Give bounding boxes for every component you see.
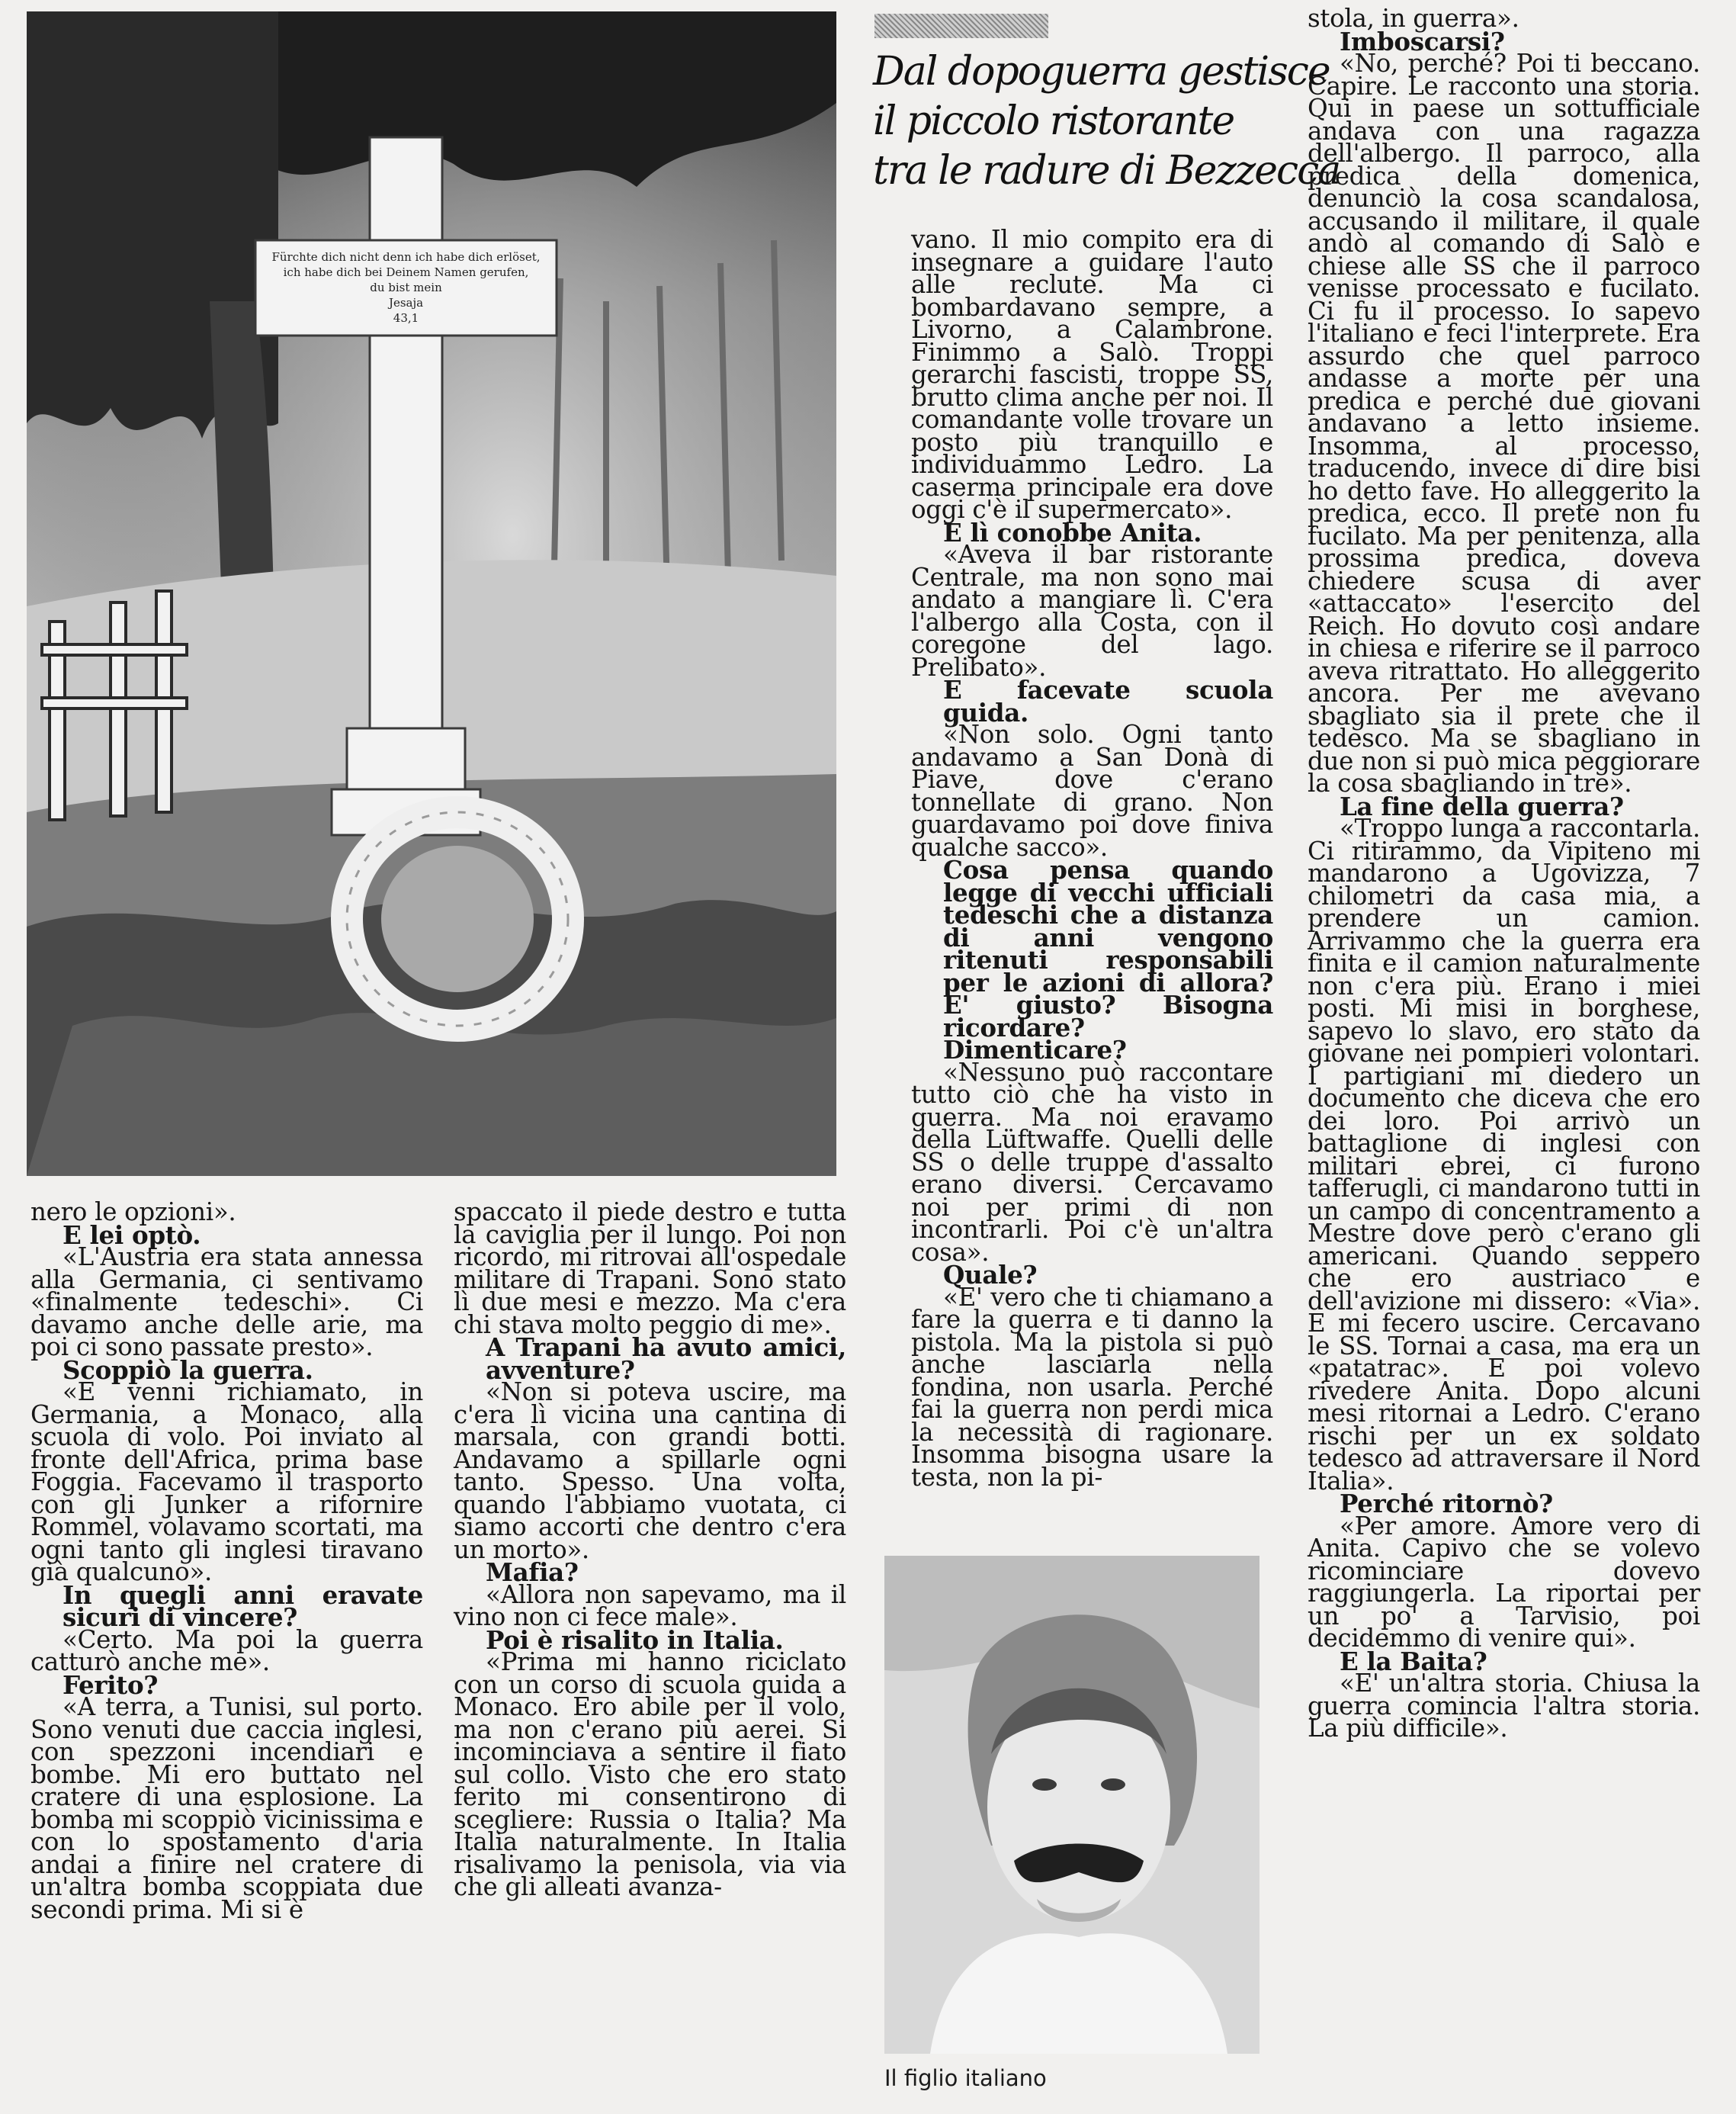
interview-answer: «No, perché? Poi ti beccano. Capire. Le racconto una storia. Qui in paese un sottufficiale andava con una ragazza dell'albergo. Il parroco, alla predica della domenica, denunciò la cosa scandalosa, accusando il militare, il quale andò al comando di Salò e chiese alle SS che il parroco venisse processato e fucilato. Ci fu il processo. Io sapevo l'italiano e feci l'interprete. Era assurdo che quel parroco andasse a morte per una predica e perché due giovani andavano a letto insieme. Insomma, al processo, traducendo, invece di dire bisi ho detto fave. Ho alleggerito la predica, ecco. Il prete non fu fucilato. Ma per penitenza, alla prossima predica, doveva chiedere scusa di aver «attaccato» l'esercito del Reich. Ho dovuto così andare in chiesa e riferire se il parroco aveva ritrattato. Ho alleggerito ancora. Per me avevano sbagliato sia il prete che il tedesco. Ma se sbagliano in due non si può mica peggiorare la cosa sbagliando in tre».: [1308, 49, 1700, 798]
interview-question: In quegli anni eravate sicuri di vincere?: [63, 1579, 423, 1632]
interview-answer: «Certo. Ma poi la guerra catturò anche me».: [30, 1624, 423, 1676]
interview-question: E lì conobbe Anita.: [943, 517, 1202, 548]
interview-question: Scoppiò la guerra.: [63, 1354, 313, 1385]
interview-question: Quale?: [943, 1260, 1038, 1290]
column-1: [30, 1197, 423, 1924]
inscription-line: Jesaja: [388, 296, 424, 310]
interview-answer: «A terra, a Tunisi, sul porto. Sono venuti due caccia inglesi, con spezzoni incendiari e bombe. Mi ero buttato nel cratere di una esplosione. La bomba mi scoppiò vicinissima e con lo spostamento d'aria andai a finire nel cratere di un'altra bomba scoppiata due secondi prima. Mi si è: [30, 1692, 423, 1924]
column-4: [1308, 4, 1700, 1743]
interview-answer: «Troppo lunga a raccontarla. Ci ritirammo, da Vipiteno mi mandarono a Ugovizza, 7 chilometri da casa mia, a prendere un camion. Arrivammo che la guerra era finita e il camion naturalmente non c'era più. Erano i miei posti. Mi misi in borghese, sapevo lo slavo, ero stato da giovane nei pompieri volontari. I partigiani mi diedero un documento che diceva che ero dei loro. Poi arrivò un battaglione di inglesi con militari ebrei, ci furono tafferugli, ci mandarono tutti in un campo di concentramento a Mestre dove però c'erano gli americani. Quando seppero che ero austriaco e dell'avizione mi dissero: «Via». E mi fecero uscire. Cercavano le SS. Tornai a casa, ma era un «patatrac». E poi volevo rivedere Anita. Dopo alcuni mesi ritornai a Ledro. C'erano rischi per un ex soldato tedesco ad attraversare il Nord Italia».: [1308, 814, 1700, 1496]
column-3: [911, 225, 1273, 1492]
interview-answer: stola, in guerra».: [1308, 4, 1519, 33]
interview-answer: «E' vero che ti chiamano a fare la guerra e ti danno la pistola. Ma la pistola si può anche lasciarla nella fondina, non usarla. Perché fai la guerra non perdi mica la necessità di ragionare. Insomma bisogna usare la testa, non la pi-: [911, 1282, 1273, 1492]
interview-answer: «E' un'altra storia. Chiusa la guerra comincia l'altra storia. La più difficile».: [1308, 1669, 1700, 1743]
interview-question: Cosa pensa quando legge di vecchi ufficiali tedeschi che a distanza di anni vengono ritenuti responsabili per le azioni di allora? E' giusto? Bisogna ricordare? Dimenticare?: [943, 855, 1273, 1065]
portrait-photo: [884, 1556, 1259, 2054]
inscription-line: du bist mein: [370, 281, 442, 294]
interview-question: E facevate scuola guida.: [943, 675, 1273, 728]
headline-pattern-bar: [874, 14, 1048, 38]
interview-question: La fine della guerra?: [1340, 791, 1624, 821]
interview-answer: spaccato il piede destro e tutta la caviglia per il lungo. Poi non ricordo, mi ritrovai all'ospedale militare di Trapani. Sono stato lì due mesi e mezzo. Ma c'era chi stava molto peggio di me».: [454, 1197, 846, 1339]
inscription-line: ich habe dich bei Deinem Namen gerufen,: [283, 265, 529, 279]
headline: [873, 47, 1340, 196]
inscription-line: 43,1: [393, 311, 419, 325]
interview-question: Ferito?: [63, 1669, 159, 1700]
interview-answer: «Allora non sapevamo, ma il vino non ci fece male».: [454, 1579, 846, 1631]
interview-question: Imboscarsi?: [1340, 26, 1505, 56]
interview-answer: nero le opzioni».: [30, 1197, 236, 1226]
cross-inscription: [259, 249, 553, 326]
inscription-line: Fürchte dich nicht denn ich habe dich erlöset,: [271, 250, 541, 264]
cross-memorial-photo: [27, 11, 836, 1176]
headline-line: il piccolo ristorante: [873, 98, 1234, 144]
interview-question: E lei optò.: [63, 1219, 201, 1250]
interview-answer: «Non si poteva uscire, ma c'era lì vicina una cantina di marsala, con grandi botti. Andavamo a spillarle ogni tanto. Spesso. Una volta, quando l'abbiamo vuotata, ci siamo accorti che dentro c'era un morto».: [454, 1377, 846, 1564]
interview-question: E la Baita?: [1340, 1646, 1487, 1676]
interview-question: Mafia?: [486, 1557, 579, 1587]
interview-question: Perché ritornò?: [1340, 1489, 1553, 1518]
interview-answer: «Prima mi hanno riciclato con un corso di scuola guida a Monaco. Ero abile per il volo, ma non c'erano più aerei. Si incominciava a sentire il fiato sul collo. Visto che ero stato ferito mi consentirono di scegliere: Russia o Italia? Ma Italia naturalmente. In Italia risalivamo la penisola, via via che gli alleati avanza-: [454, 1647, 846, 1901]
interview-answer: vano. Il mio compito era di insegnare a guidare l'auto alle reclute. Ma ci bombardavano sempre, a Livorno, a Calambrone. Finimmo a Salò. Troppi gerarchi fascisti, troppe SS, brutto clima anche per noi. Il comandante volle trovare un posto più tranquillo e individuammo Ledro. La caserma principale era dove oggi c'è il supermercato».: [911, 225, 1273, 524]
interview-answer: «L'Austria era stata annessa alla Germania, ci sentivamo «finalmente tedeschi». Ci davamo anche delle arie, ma poi ci sono passate presto».: [30, 1242, 423, 1361]
interview-answer: «Nessuno può raccontare tutto ciò che ha visto in guerra. Ma noi eravamo della Lüftwaffe. Quelli delle SS o delle truppe d'assalto erano diversi. Cercavamo noi per primi di non incontrarli. Poi c'è un'altra cosa».: [911, 1057, 1273, 1267]
interview-answer: «Aveva il bar ristorante Centrale, ma non sono mai andato a mangiare lì. C'era l'albergo alla Costa, con il coregone del lago. Prelibato».: [911, 540, 1273, 682]
interview-answer: «Non solo. Ogni tanto andavamo a San Donà di Piave, dove c'erano tonnellate di grano. Non guardavamo poi dove finiva qualche sacco».: [911, 720, 1273, 862]
interview-answer: «Per amore. Amore vero di Anita. Capivo che se volevo ricominciare dovevo raggiungerla. La riportai per un po' a Tarvisio, poi decidemmo di venire qui».: [1308, 1511, 1700, 1653]
interview-answer: «E venni richiamato, in Germania, a Monaco, alla scuola di volo. Poi inviato al fronte dell'Africa, prima base Foggia. Facevamo il trasporto con gli Junker a rifornire Rommel, volavamo scortati, ma ogni tanto gli inglesi tiravano già qualcuno».: [30, 1377, 423, 1586]
photo-caption: Il figlio italiano: [884, 2065, 1047, 2091]
interview-question: Poi è risalito in Italia.: [486, 1624, 784, 1655]
interview-question: A Trapani ha avuto amici, avventure?: [486, 1332, 846, 1385]
headline-line: tra le radure di Bezzecca: [873, 148, 1340, 194]
headline-line: Dal dopoguerra gestisce: [873, 49, 1330, 95]
column-2: [454, 1197, 846, 1901]
